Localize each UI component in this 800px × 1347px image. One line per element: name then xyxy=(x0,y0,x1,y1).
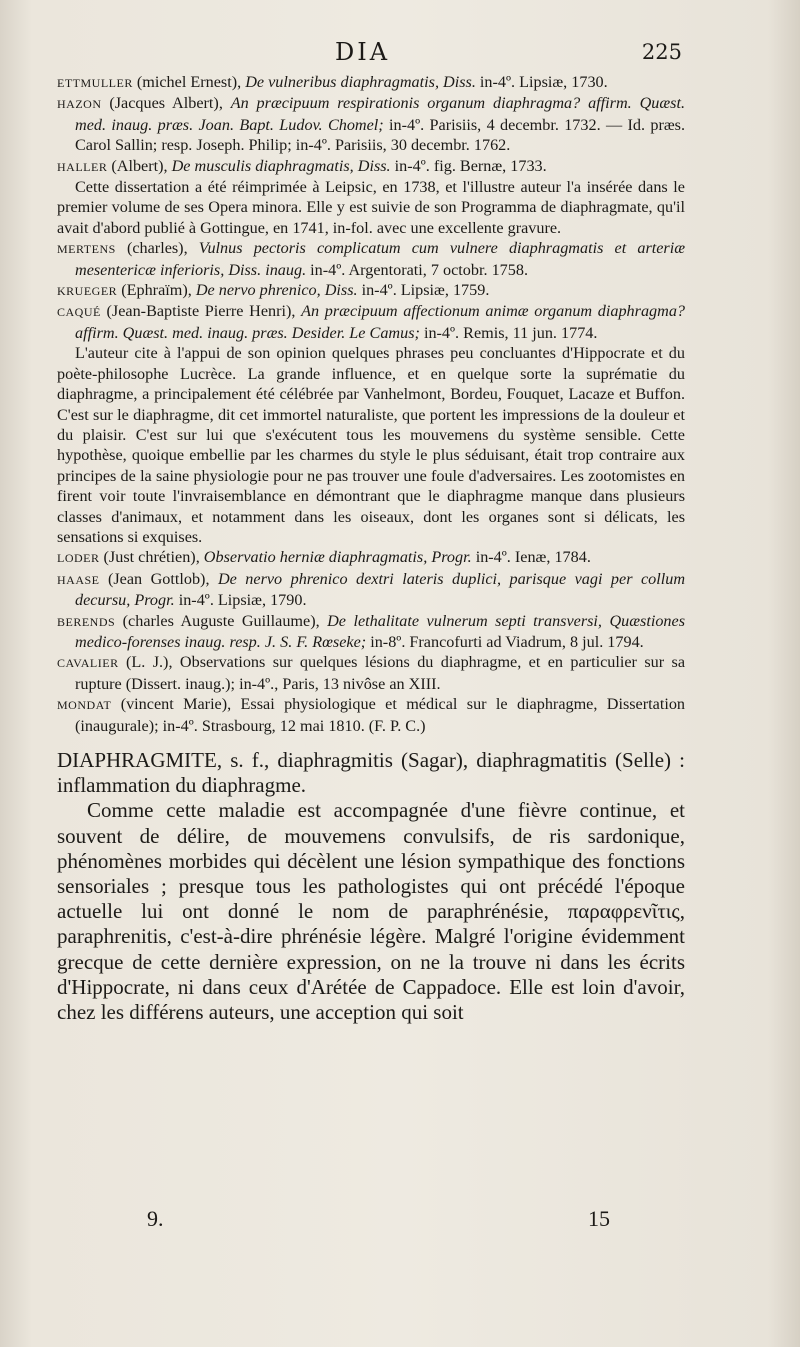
article-diaphragmite xyxy=(57,748,685,1025)
gathering-number: 15 xyxy=(588,1206,610,1231)
page-number: 225 xyxy=(641,40,682,64)
caque-note: L'auteur cite à l'appui de son opinion quelques phrases peu concluantes d'Hippocrate et du poète-philosophe Lucrèce. La grande influence, et en quelque sorte la suprématie du diaphragme, a principalement été célébrée par Vanhelmont, Bordeu, Fouquet, Lacaze et Buffon. C'est sur le diaphragme, dit cet immortel naturaliste, que portent les impressions de la douleur et du plaisir. C'est sur lui que s'exécutent tous les mouvemens du système sensible. Cette hypothèse, quoique embellie par les charmes du style le plus séduisant, était trop contraire aux principes de la saine physiologie pour ne pas trouver une foule d'adversaires. Les zootomistes en firent voir toute l'invraisemblance en démontrant que le diaphragme manque dans plusieurs classes d'animaux, et notamment dans les oiseaux, dont les organes sont si délicats, les sensations si exquises. xyxy=(57,344,685,546)
haller-note: Cette dissertation a été réimprimée à Leipsic, en 1738, et l'illustre auteur l'a insérée dans le premier volume de ses Opera minora. Elle y est suivie de son Programma de diaphragmate, qu'il avait d'abord publié à Gottingue, en 1741, in-fol. avec une excellente gravure. xyxy=(57,178,685,237)
bib-entry-cavalier: CAVALIER (L. J.), Observations sur quelques lésions du diaphragme, et en particulier sur sa rupture (Dissert. inaug.); in-4º., Paris, 13 nivôse an XIII. xyxy=(57,653,686,693)
page-footer xyxy=(0,1206,800,1236)
bib-entry-mondat: MONDAT (vincent Marie), Essai physiologique et médical sur le diaphragme, Dissertation (inaugurale); in-4º. Strasbourg, 12 mai 1810. (F. P. C.) xyxy=(57,695,686,735)
bib-entry-haase: HAASE (Jean Gottlob), De nervo phrenico dextri lateris duplici, parisque vagi per collum decursu, Progr. in-4º. Lipsiæ, 1790. xyxy=(57,569,686,610)
bib-entry-haller: HALLER (Albert), De musculis diaphragmatis, Diss. in-4º. fig. Bernæ, 1733. xyxy=(57,156,547,175)
signature-mark: 9. xyxy=(147,1206,164,1231)
page-body xyxy=(57,72,685,1025)
bib-entry-krueger: KRUEGER (Ephraïm), De nervo phrenico, Diss. in-4º. Lipsiæ, 1759. xyxy=(57,281,490,300)
bibliography-section xyxy=(57,72,685,736)
running-title: DIA xyxy=(335,38,391,66)
bib-entry-berends: BERENDS (charles Auguste Guillaume), De lethalitate vulnerum septi transversi, Quæstiones medico-forenses inaug. resp. J. S. F. Rœseke; in-8º. Francofurti ad Viadrum, 8 jul. 1794. xyxy=(57,611,685,651)
headword: DIAPHRAGMITE xyxy=(57,748,217,772)
bib-entry-ettmuller: ETTMULLER (michel Ernest), De vulneribus diaphragmatis, Diss. in-4º. Lipsiæ, 1730. xyxy=(57,73,608,91)
bib-entry-mertens: MERTENS (charles), Vulnus pectoris complicatum cum vulnere diaphragmatis et arteriæ mesentericæ inferioris, Diss. inaug. in-4º. Argentorati, 7 octobr. 1758. xyxy=(57,239,686,279)
article-paragraph: Comme cette maladie est accompagnée d'une fièvre continue, et souvent de délire, de mouvemens convulsifs, de ris sardonique, phénomènes morbides qui décèlent une lésion sympathique des fonctions sensoriales ; presque tous les pathologistes qui ont précédé l'époque actuelle lui ont donné le nom de paraphrénésie, παραφρενῖτις, paraphrenitis, c'est-à-dire phrénésie légère. Malgré l'origine évidemment grecque de cette dernière expression, on ne la trouve ni dans les écrits d'Hippocrate, ni dans ceux d'Arétée de Cappadoce. Elle est loin d'avoir, chez les différens auteurs, une acception qui soit xyxy=(57,798,685,1025)
bib-entry-loder: LODER (Just chrétien), Observatio herniæ diaphragmatis, Progr. in-4º. Ienæ, 1784. xyxy=(57,548,591,567)
bib-entry-hazon: HAZON (Jacques Albert), An præcipuum respirationis organum diaphragma? affirm. Quæst. med. inaug. præs. Joan. Bapt. Ludov. Chomel; in-4º. Parisiis, 4 decembr. 1732. — Id. præs. Carol Sallin; resp. Joseph. Philip; in-4º. Parisiis, 30 decembr. 1762. xyxy=(57,94,685,155)
article-headword-line xyxy=(57,748,685,798)
bib-entry-caque: CAQUÉ (Jean-Baptiste Pierre Henri), An præcipuum affectionum animæ organum diaphragma? affirm. Quæst. med. inaug. præs. Desider. Le Camus; in-4º. Remis, 11 jun. 1774. xyxy=(57,302,686,342)
page-header xyxy=(0,38,800,68)
headword-definition: , s. f., diaphragmitis (Sagar), diaphragmatitis (Selle) : inflammation du diaphragme. xyxy=(57,748,685,798)
